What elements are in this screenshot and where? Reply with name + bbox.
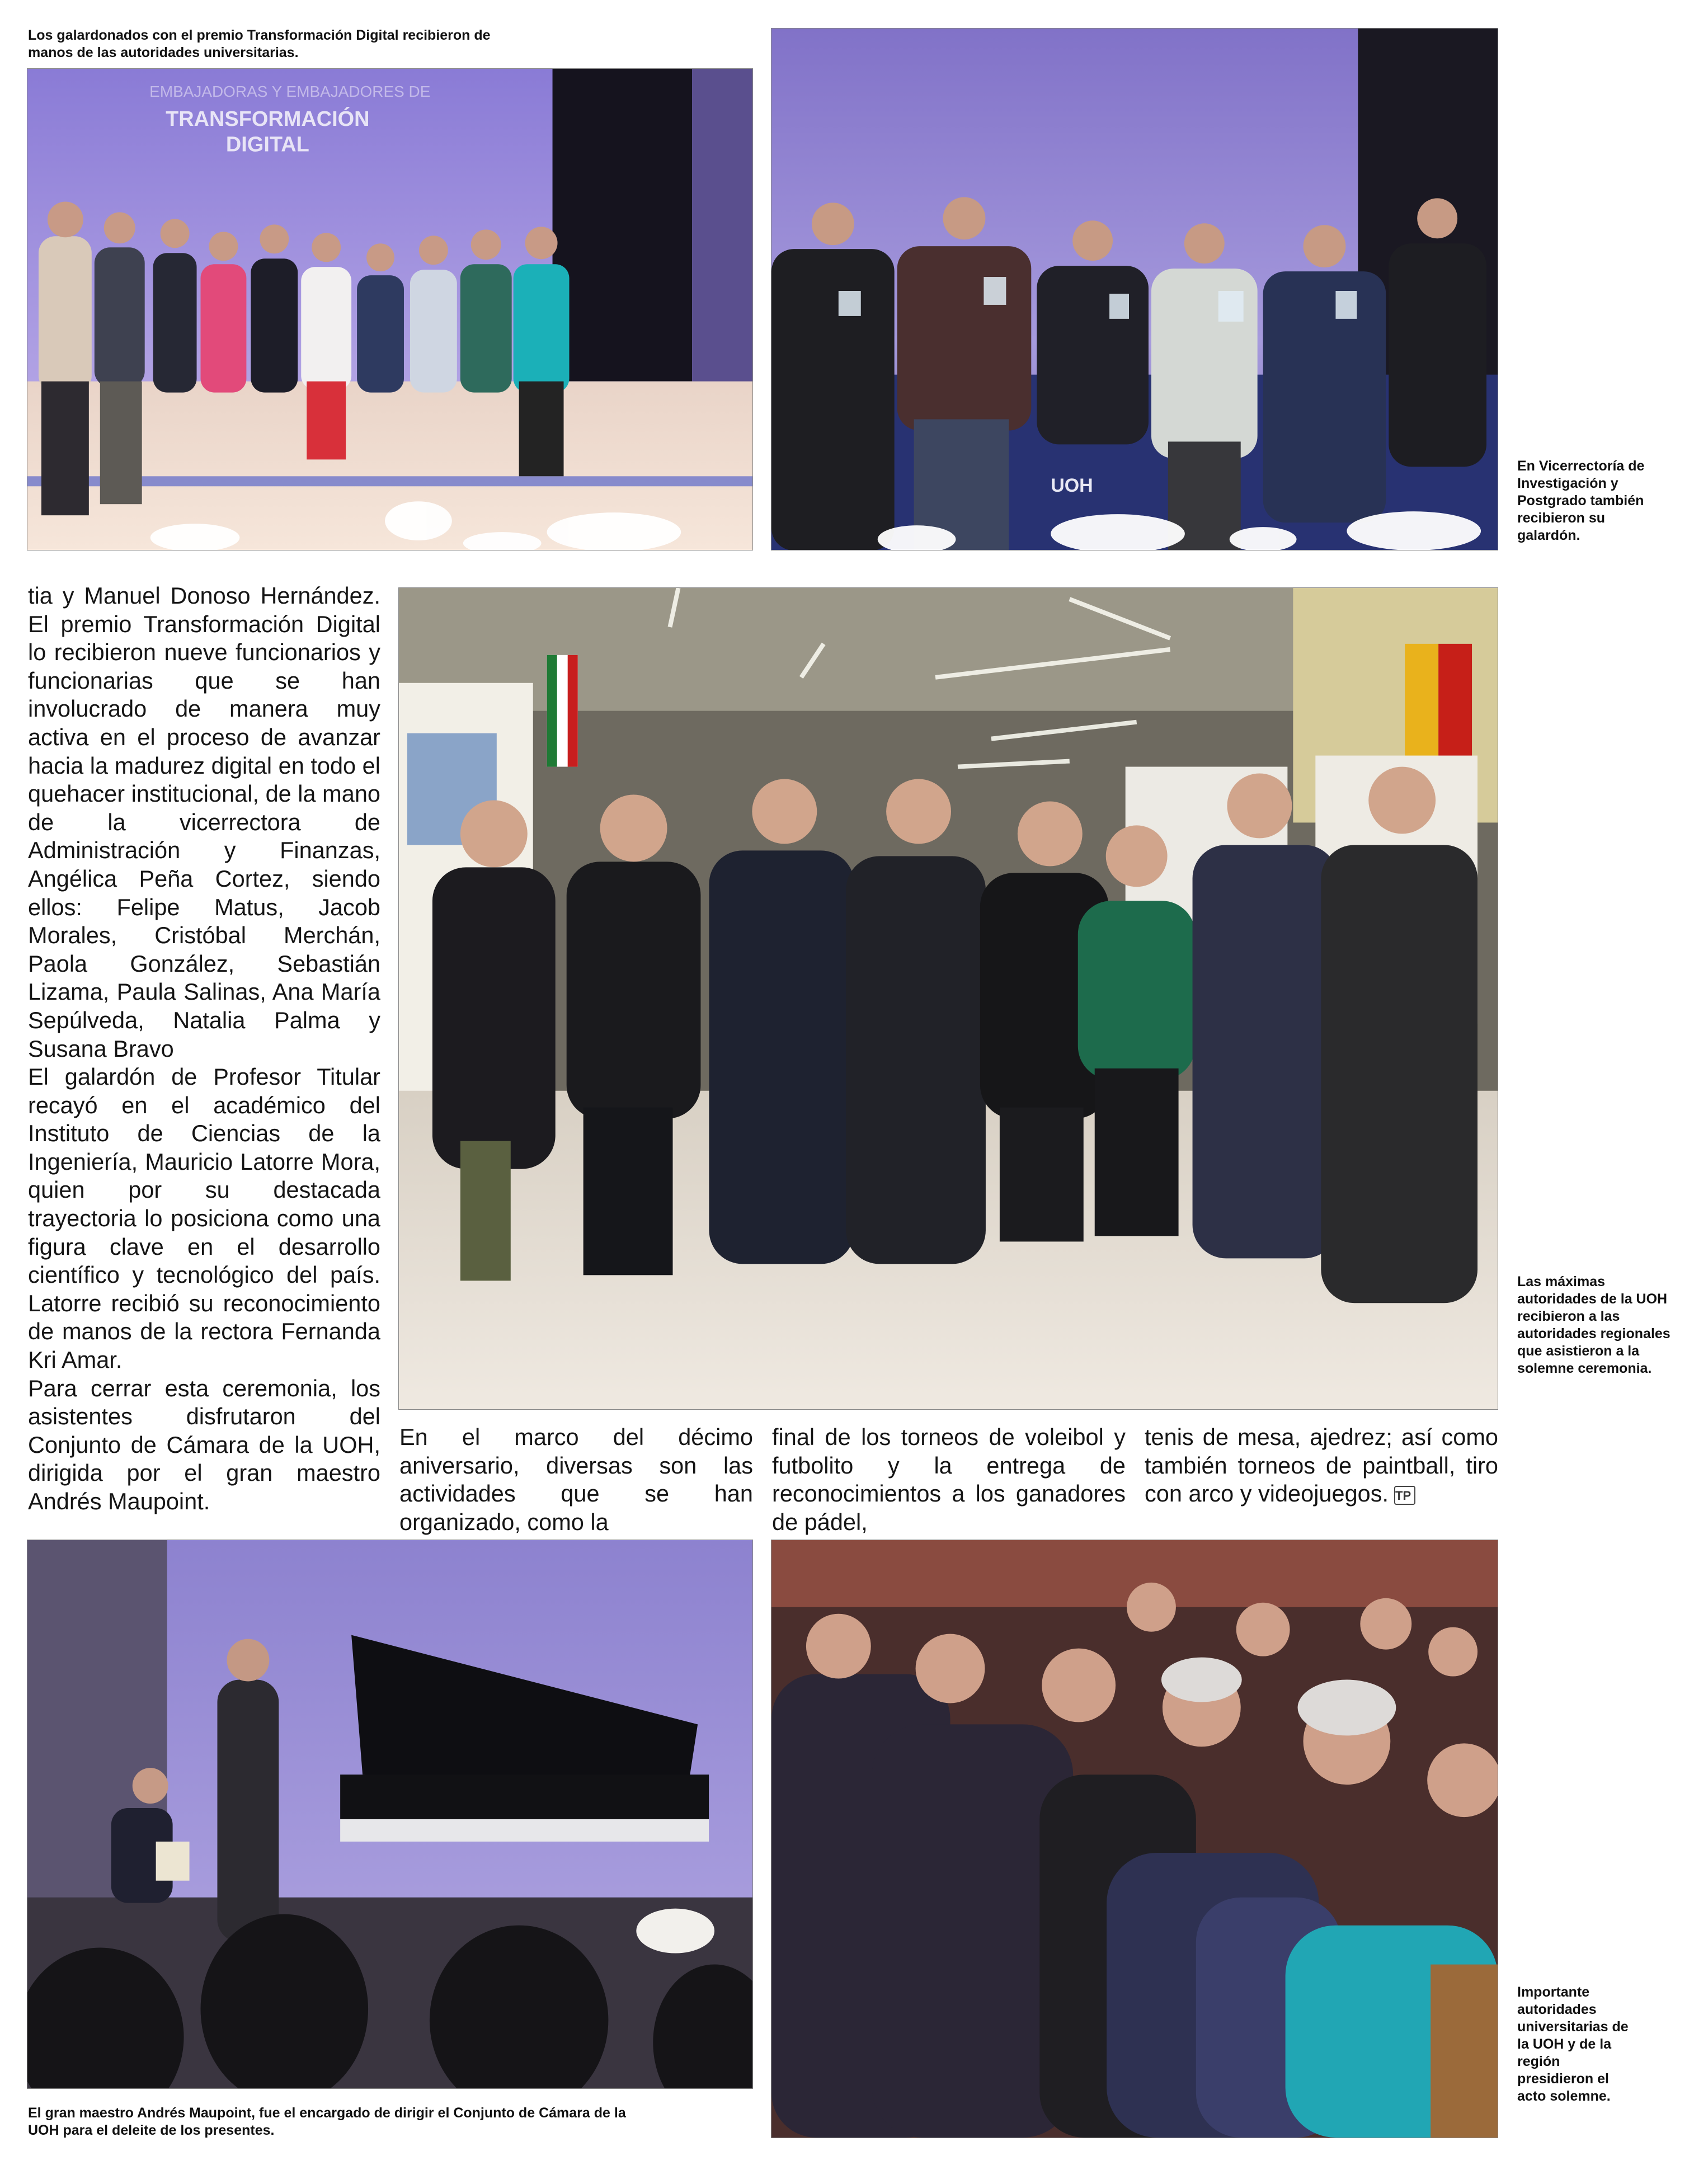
photo-digital-transformation-awardees: [27, 68, 753, 550]
article-column-3: final de los torneos de voleibol y futbolito y la entrega de reconocimientos a los ganadores de pádel,: [772, 1424, 1126, 1535]
article-column-2: En el marco del décimo aniversario, diversas son las actividades que se han organizado, como la: [399, 1424, 753, 1535]
screen-title-line2: DIGITAL: [225, 133, 309, 157]
photo1-caption: Los galardonados con el premio Transformación Digital recibieron de manos de las autoridades universitarias.: [28, 27, 491, 60]
article-paragraph-2: El galardón de Profesor Titular recayó en el académico del Instituto de Ciencias de la Ingeniería, Mauricio Latorre Mora, quien por su destacada trayectoria lo posiciona como una figura clave en el desarrollo científico y tecnológico del país. Latorre recibió su reconocimiento de manos de la rectora Fernanda Kri Amar.: [28, 1063, 380, 1373]
end-mark-icon: TP: [1394, 1486, 1415, 1505]
article-column-4-text: tenis de mesa, ajedrez; así como también torneos de paintball, tiro con arco y videojuegos.: [1145, 1424, 1498, 1507]
article-paragraph-3: Para cerrar esta ceremonia, los asistentes disfrutaron del Conjunto de Cámara de la UOH, dirigida por el gran maestro Andrés Maupoint.: [28, 1375, 380, 1514]
photo-uoh-authorities: [398, 587, 1498, 1410]
article-paragraph-1: tia y Manuel Donoso Hernández. El premio Transformación Digital lo recibieron nueve funcionarios y funcionarias que se han involucrado de manera muy activa en el proceso de avanzar hacia la madurez digital en todo el quehacer institucional, de la mano de la vicerrectora de Administración y Finanzas, Angélica Peña Cortez, siendo ellos: Felipe Matus, Jacob Morales, Cristóbal Merchán, Paola González, Sebastián Lizama, Paula Salinas, Ana María Sepúlveda, Natalia Palma y Susana Bravo: [28, 582, 380, 1062]
photo-maupoint-concert: [27, 1540, 753, 2089]
screen-subtitle: EMBAJADORAS Y EMBAJADORES DE: [149, 82, 431, 100]
photo-authorities-audience: [771, 1540, 1498, 2138]
screen-title-line1: TRANSFORMACIÓN: [166, 107, 370, 131]
photo4-caption: El gran maestro Andrés Maupoint, fue el encargado de dirigir el Conjunto de Cámara de la UOH para el deleite de los presentes.: [28, 2105, 626, 2138]
photo3-caption: Las máximas autoridades de la UOH recibieron a las autoridades regionales que asistieron a la solemne ceremonia.: [1517, 1274, 1671, 1376]
photo5-caption: Importante autoridades universitarias de la UOH y de la región presidieron el acto solemne.: [1517, 1984, 1629, 2104]
photo-vicerrectoria-awardees: [771, 28, 1498, 550]
article-left-column: [28, 582, 380, 1516]
photo2-caption: En Vicerrectoría de Investigación y Postgrado también recibieron su galardón.: [1517, 458, 1645, 543]
table-logo: UOH: [1051, 475, 1093, 497]
article-column-4: [1145, 1423, 1498, 1508]
